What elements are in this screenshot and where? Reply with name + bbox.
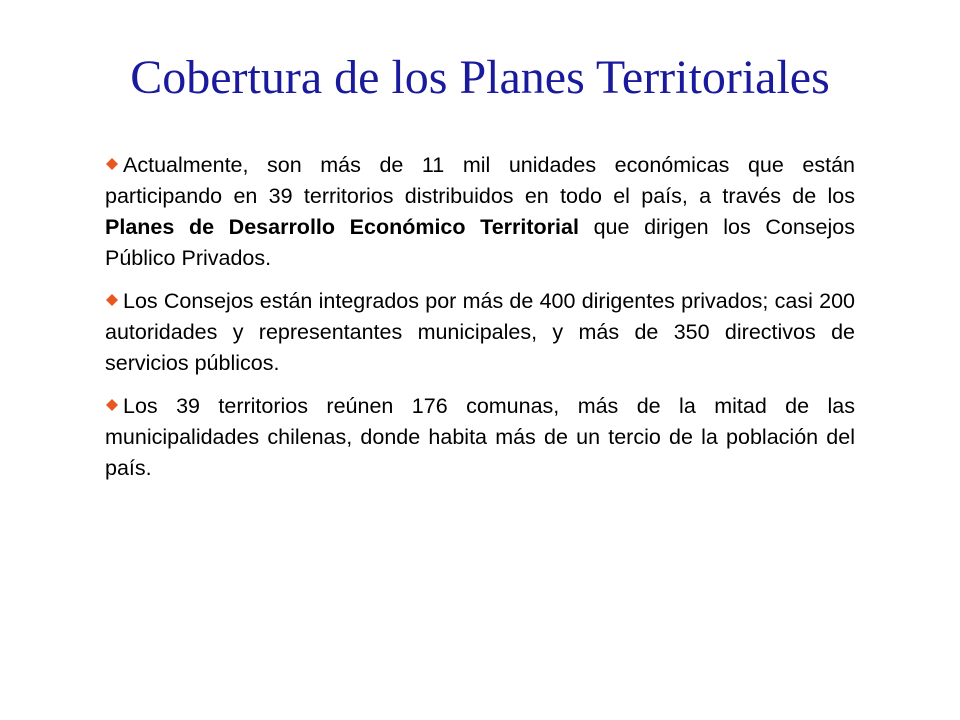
paragraph-bold-text: Planes de Desarrollo Económico Territorial — [105, 215, 579, 239]
paragraph-territories — [105, 391, 855, 484]
diamond-bullet-icon — [105, 293, 119, 307]
diamond-bullet-icon — [105, 398, 119, 412]
paragraph-text: Los 39 territorios reúnen 176 comunas, más de la mitad de las municipalidades chilenas, donde habita más de un tercio de la población del país. — [105, 394, 855, 480]
paragraph-text-before: Actualmente, son más de 11 mil unidades económicas que están participando en 39 territorios distribuidos en todo el país, a través de los — [105, 153, 855, 208]
paragraph-text-after: que dirigen los Consejos Público Privados. — [105, 215, 855, 270]
paragraph-text: Los Consejos están integrados por más de 400 dirigentes privados; casi 200 autoridades y representantes municipales, y más de 350 directivos de servicios públicos. — [105, 289, 855, 375]
slide-content — [105, 150, 855, 496]
slide-title: Cobertura de los Planes Territoriales — [130, 51, 830, 104]
paragraph-coverage — [105, 150, 855, 274]
paragraph-councils — [105, 286, 855, 379]
diamond-bullet-icon — [105, 157, 119, 171]
